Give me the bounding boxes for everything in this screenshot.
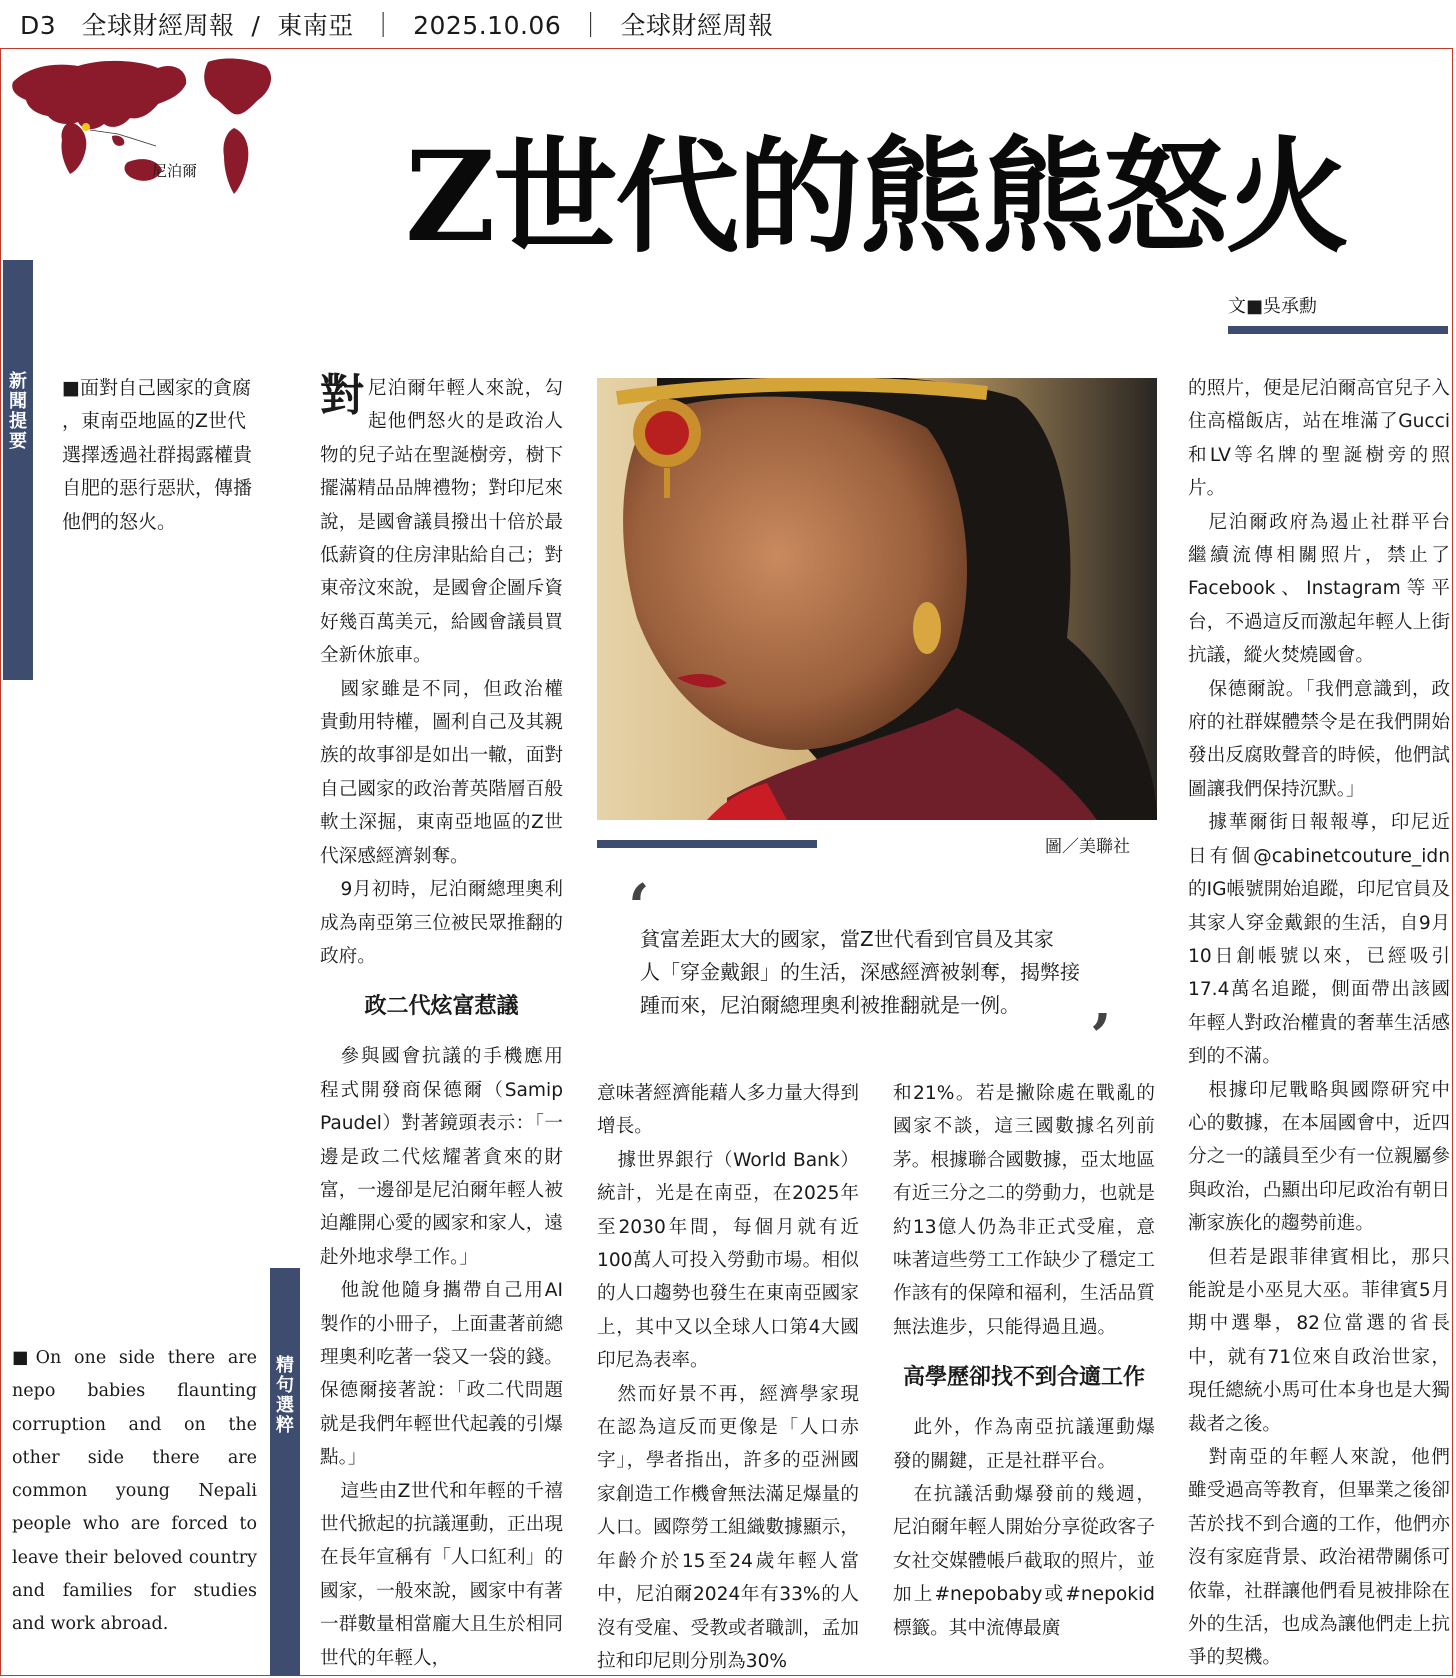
- article-column-2: [597, 1077, 859, 1678]
- selected-quote-tab: [270, 1268, 300, 1676]
- paragraph: 尼泊爾年輕人來說，勾起他們怒火的是政治人物的兒子站在聖誕樹旁，樹下擺滿精品品牌禮物；對印尼來說，是國會議員撥出十倍於最低薪資的住房津貼給自己；對東帝汶來說，是國會企圖斥資好幾百萬美元，給國會議員買全新休旅車。: [320, 378, 563, 667]
- photo-credit: 圖／美聯社: [1045, 837, 1130, 857]
- map-label-nepal: 尼泊爾: [152, 162, 198, 180]
- paragraph: 根據印尼戰略與國際研究中心的數據，在本屆國會中，近四分之一的議員至少有一位親屬參與政治，凸顯出印尼政治有朝日漸家族化的趨勢前進。: [1188, 1079, 1450, 1235]
- paragraph: 在抗議活動爆發前的幾週，尼泊爾年輕人開始分享從政客子女社交媒體帳戶截取的照片，並加上#nepobaby或#nepokid標籤。其中流傳最廣: [893, 1484, 1155, 1639]
- paragraph: 9月初時，尼泊爾總理奧利成為南亞第三位被民眾推翻的政府。: [320, 879, 563, 967]
- quote-open-mark: ‘: [628, 870, 650, 943]
- lead-summary: [62, 372, 272, 539]
- paragraph: 這些由Z世代和年輕的千禧世代掀起的抗議運動，正出現在長年宣稱有「人口紅利」的國家，一般來說，國家中有著一群數量相當龐大且生於相同世代的年輕人，: [320, 1480, 563, 1669]
- paragraph: 他說他隨身攜帶自己用AI製作的小冊子，上面畫著前總理奧利吃著一袋又一袋的錢。保德爾接著說：「政二代問題就是我們年輕世代起義的引爆點。」: [320, 1280, 563, 1469]
- news-summary-label: 新聞提要: [9, 371, 27, 452]
- quote-close-mark: ’: [1090, 1000, 1112, 1073]
- paragraph: 意味著經濟能藉人多力量大得到增長。: [597, 1083, 859, 1138]
- paragraph: 保德爾說。「我們意識到，政府的社群媒體禁令是在我們開始發出反腐敗聲音的時候，他們試圖讓我們保持沉默。」: [1188, 678, 1450, 800]
- section-name: 東南亞: [277, 11, 354, 40]
- lead-line: 他們的怒火。: [62, 510, 177, 533]
- article-column-1: [320, 372, 563, 1675]
- english-quote: ■On one side there are nepo babies flaunting corruption and on the other side there are common young Nepali people who are forced to leave their beloved country and families for studies and work abroad.: [12, 1348, 257, 1635]
- paragraph: 參與國會抗議的手機應用程式開發商保德爾（Samip Paudel）對著鏡頭表示：「一邊是政二代炫耀著貪來的財富，一邊卻是尼泊爾年輕人被迫離開心愛的國家和家人，遠赴外地求學工作。」: [320, 1046, 563, 1268]
- pull-quote-line: 貧富差距太大的國家，當Z世代看到官員及其家: [640, 927, 1054, 951]
- paragraph: 國家雖是不同，但政治權貴動用特權，圖利自己及其親族的故事卻是如出一轍，面對自己國家的政治菁英階層百般軟土深掘，東南亞地區的Z世代深感經濟剝奪。: [320, 678, 563, 867]
- byline-bar: [1228, 326, 1448, 334]
- paragraph: 尼泊爾政府為遏止社群平台繼續流傳相關照片，禁止了Facebook、Instagram等平台，不過這反而激起年輕人上街抗議，縱火焚燒國會。: [1188, 511, 1450, 667]
- paragraph: 的照片，便是尼泊爾高官兒子入住高檔飯店，站在堆滿了Gucci和LV等名牌的聖誕樹旁的照片。: [1188, 378, 1450, 500]
- headline: Z世代的熊熊怒火: [405, 125, 1348, 270]
- pull-quote-line: 人「穿金戴銀」的生活，深感經濟被剝奪，揭弊接: [640, 960, 1080, 984]
- byline: 文■吳承勳: [1228, 296, 1318, 317]
- paper-name: 全球財經周報: [81, 11, 235, 40]
- paragraph: 對南亞的年輕人來說，他們雖受過高等教育，但畢業之後卻苦於找不到合適的工作，他們亦沒有家庭背景、政治裙帶關係可依靠，社群讓他們看見被排除在外的生活，也成為讓他們走上抗爭的契機。: [1188, 1447, 1450, 1669]
- article-column-3: [893, 1077, 1155, 1645]
- running-header: D3 全球財經周報 / 東南亞 ｜ 2025.10.06 ｜ 全球財經周報: [20, 8, 774, 44]
- lead-line: ，東南亞地區的Z世代: [62, 410, 247, 433]
- lead-line: 自肥的惡行惡狀，傳播: [62, 477, 253, 500]
- drop-cap: 對: [320, 370, 364, 421]
- pull-quote-line: 踵而來，尼泊爾總理奧利被推翻就是一例。: [640, 993, 1020, 1017]
- subheading: 政二代炫富惹議: [364, 993, 519, 1020]
- subheading: 高學歷卻找不到合適工作: [902, 1364, 1145, 1391]
- paragraph: 和21%。若是撇除處在戰亂的國家不談，這三國數據名列前茅。根據聯合國數據，亞太地區有近三分之二的勞動力，也就是約13億人仍為非正式受雇，意味著這些勞工工作缺少了穩定工作該有的保障和福利，生活品質無法進步，只能得過且過。: [893, 1083, 1155, 1338]
- world-map-icon: [8, 52, 283, 212]
- paragraph: 此外，作為南亞抗議運動爆發的關鍵，正是社群平台。: [893, 1417, 1155, 1472]
- pull-quote: [640, 923, 1110, 1022]
- paragraph: 據華爾街日報報導，印尼近日有個@cabinetcouture_idn的IG帳號開始追蹤，印尼官員及其家人穿金戴銀的生活，自9月10日創帳號以來，已經吸引17.4萬名追蹤，側面帶出該國年輕人對政治權貴的奢華生活感到的不滿。: [1188, 812, 1450, 1068]
- paragraph: 然而好景不再，經濟學家現在認為這反而更像是「人口赤字」，學者指出，許多的亞洲國家創造工作機會無法滿足爆量的人口。國際勞工組織數據顯示，年齡介於15至24歲年輕人當中，尼泊爾2024年有33%的人沒有受雇、受教或者職訓，孟加拉和印尼則分別為30%: [597, 1383, 859, 1672]
- lead-line: ■面對自己國家的貪腐: [62, 377, 251, 399]
- photo-bar: [597, 840, 817, 848]
- article-column-4: [1188, 372, 1450, 1675]
- issue-date: 2025.10.06: [413, 11, 562, 40]
- paper-name-repeat: 全球財經周報: [620, 11, 774, 40]
- paragraph: 但若是跟菲律賓相比，那只能說是小巫見大巫。菲律賓5月期中選舉，82位當選的省長中，就有71位來自政治世家，現任總統小馬可仕本身也是大獨裁者之後。: [1188, 1246, 1450, 1435]
- lead-line: 選擇透過社群揭露權貴: [62, 443, 253, 466]
- page-number: D3: [20, 11, 57, 40]
- news-summary-tab: [3, 260, 33, 680]
- paragraph: 據世界銀行（World Bank）統計，光是在南亞，在2025年至2030年間，每個月就有近100萬人可投入勞動市場。相似的人口趨勢也發生在東南亞國家上，其中又以全球人口第4大國印尼為表率。: [597, 1149, 859, 1372]
- selected-quote-label: 精句選粹: [276, 1355, 294, 1436]
- portrait-photo: [597, 378, 1157, 820]
